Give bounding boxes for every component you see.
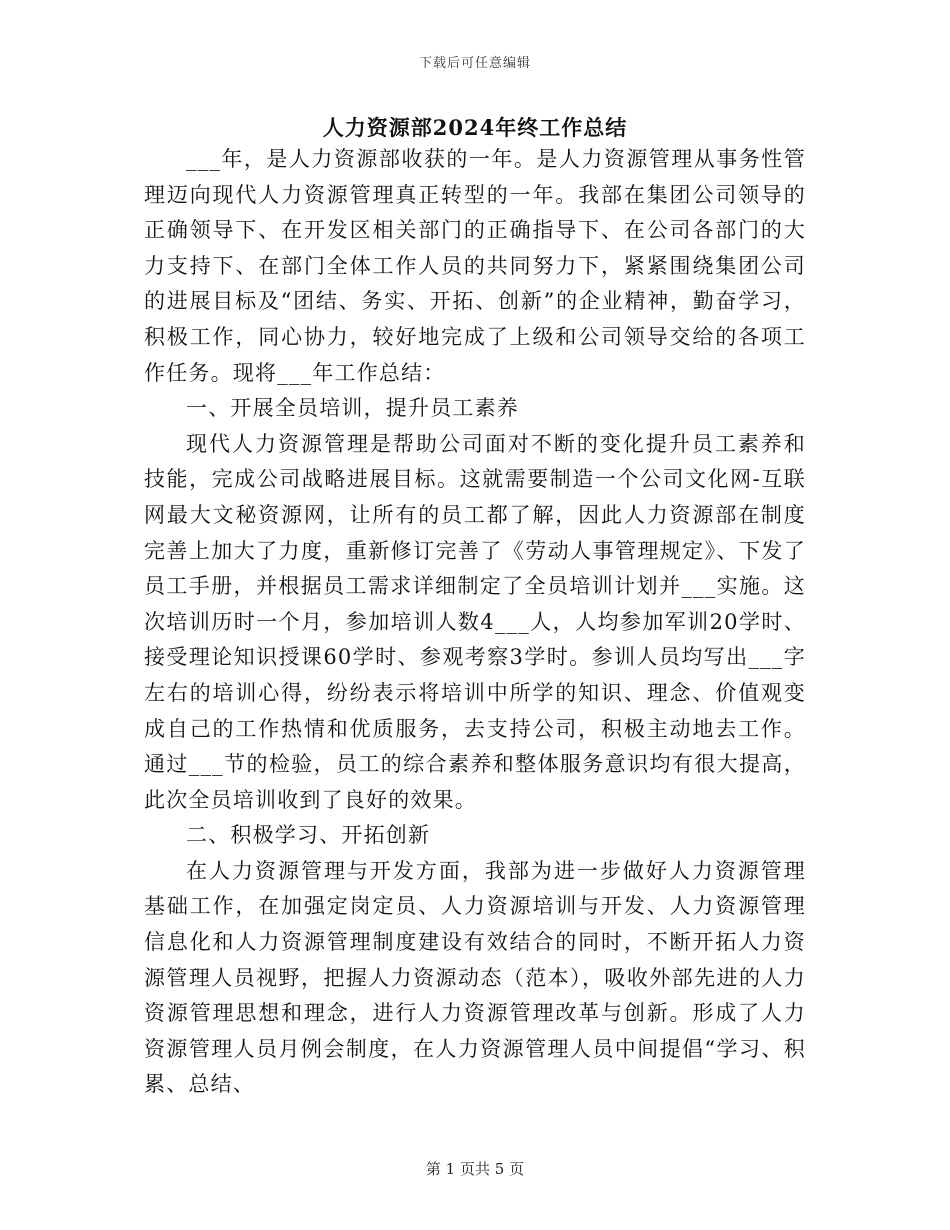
section-heading-2: 二、积极学习、开拓创新 bbox=[186, 823, 431, 848]
header-note: 下载后可任意编辑 bbox=[418, 56, 531, 71]
paragraph-innovation: 在人力资源管理与开发方面，我部为进一步做好人力资源管理基础工作，在加强定岗定员、人力资源培训与开发、人力资源管理信息化和人力资源管理制度建设有效结合的同时，不断开拓人力资源管理人员视野，把握人力资源动态（范本），吸收外部先进的人力资源管理思想和理念，进行人力资源管理改革与创新。形成了人力资源管理人员月例会制度，在人力资源管理人员中间提倡“学习、积累、总结、 bbox=[144, 858, 806, 1097]
paragraph-intro: ___年，是人力资源部收获的一年。是人力资源管理从事务性管理迈向现代人力资源管理真正转型的一年。我部在集团公司领导的正确领导下、在开发区相关部门的正确指导下、在公司各部门的大力支持下、在部门全体工作人员的共同努力下，紧紧围绕集团公司的进展目标及“团结、务实、开拓、创新”的企业精神，勤奋学习，积极工作，同心协力，较好地完成了上级和公司领导交给的各项工作任务。现将___年工作总结： bbox=[144, 147, 806, 385]
paragraph-training: 现代人力资源管理是帮助公司面对不断的变化提升员工素养和技能，完成公司战略进展目标。这就需要制造一个公司文化网-互联网最大文秘资源网，让所有的员工都了解，因此人力资源部在制度完善上加大了力度，重新修订完善了《劳动人事管理规定》、下发了员工手册，并根据员工需求详细制定了全员培训计划并___实施。这次培训历时一个月，参加培训人数4___人，人均参加军训20学时、接受理论知识授课60学时、参观考察3学时。参训人员均写出___字左右的培训心得，纷纷表示将培训中所学的知识、理念、价值观变成自己的工作热情和优质服务，去支持公司，积极主动地去工作。通过___节的检验，员工的综合素养和整体服务意识均有很大提高，此次全员培训收到了良好的效果。 bbox=[144, 431, 806, 812]
section-heading-1: 一、开展全员培训，提升员工素养 bbox=[186, 396, 519, 421]
document-title: 人力资源部2024年终工作总结 bbox=[322, 115, 628, 140]
page-number: 第 1 页共 5 页 bbox=[425, 1160, 525, 1178]
document-body bbox=[144, 142, 806, 1103]
